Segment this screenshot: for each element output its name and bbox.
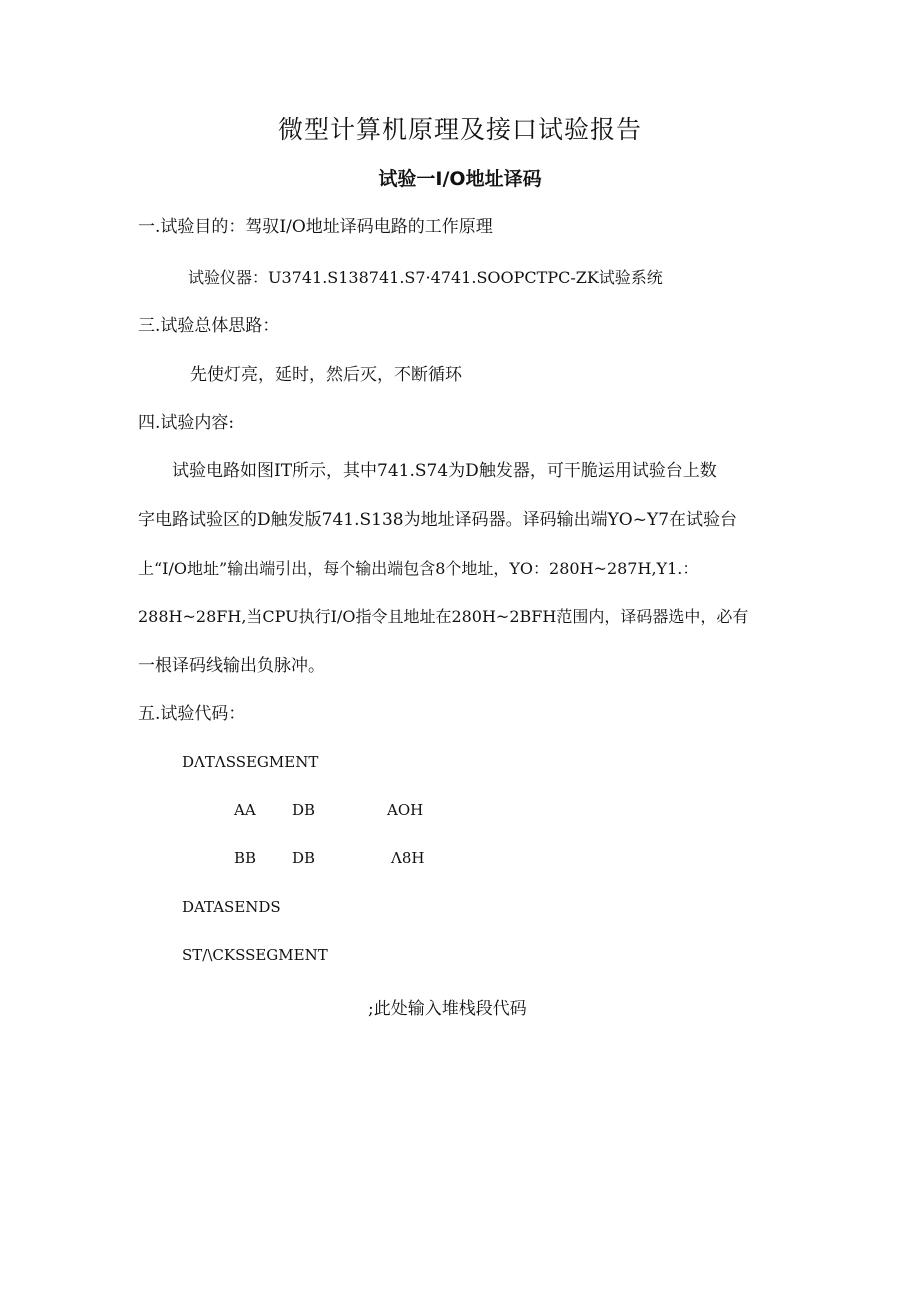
code-bb-name: BB [234,849,257,867]
purpose-line: 一.试验目的：驾驭I/O地址译码电路的工作原理 [138,217,493,237]
code-data-segment: DΛTΛSSEGMENT [182,753,319,771]
code-heading: 五.试验代码： [138,704,246,724]
content-line-3: 上“I/O地址”输出端引出，每个输出端包含8个地址，YO：280H~287H,Y1.： [138,559,699,578]
report-title: 微型计算机原理及接口试验报告 [277,115,642,144]
instruments-line: 试验仪器：U3741.S138741.S7·4741.SOOPCTPC-ZK试验系统 [188,268,663,287]
content-line-5: 一根译码线输出负脉冲。 [138,656,325,676]
code-aa-value: AOH [387,801,424,819]
code-aa-op: DB [292,801,316,819]
approach-heading: 三.试验总体思路： [138,316,280,336]
content-heading: 四.试验内容: [138,413,235,433]
code-data-ends: DATASENDS [182,898,281,916]
experiment-subtitle: 试验一I/O地址译码 [378,168,542,190]
content-line-1: 试验电路如图IT所示，其中741.S74为D触发器，可干脆运用试验台上数 [172,461,717,481]
code-bb-value: Λ8H [391,849,425,867]
code-aa-name: AA [234,801,256,819]
approach-text: 先使灯亮，延时，然后灭，不断循环 [190,365,462,385]
code-stack-comment: ;此处输入堆栈段代码 [368,999,527,1019]
code-stack-segment: ST/\CKSSEGMENT [182,946,328,964]
content-line-4: 288H~28FH,当CPU执行I/O指令且地址在280H~2BFH范围内，译码器选中，必有 [138,607,749,626]
code-bb-op: DB [292,849,316,867]
content-line-2: 字电路试验区的D触发版741.S138为地址译码器。译码输出端YO~Y7在试验台 [138,510,738,530]
